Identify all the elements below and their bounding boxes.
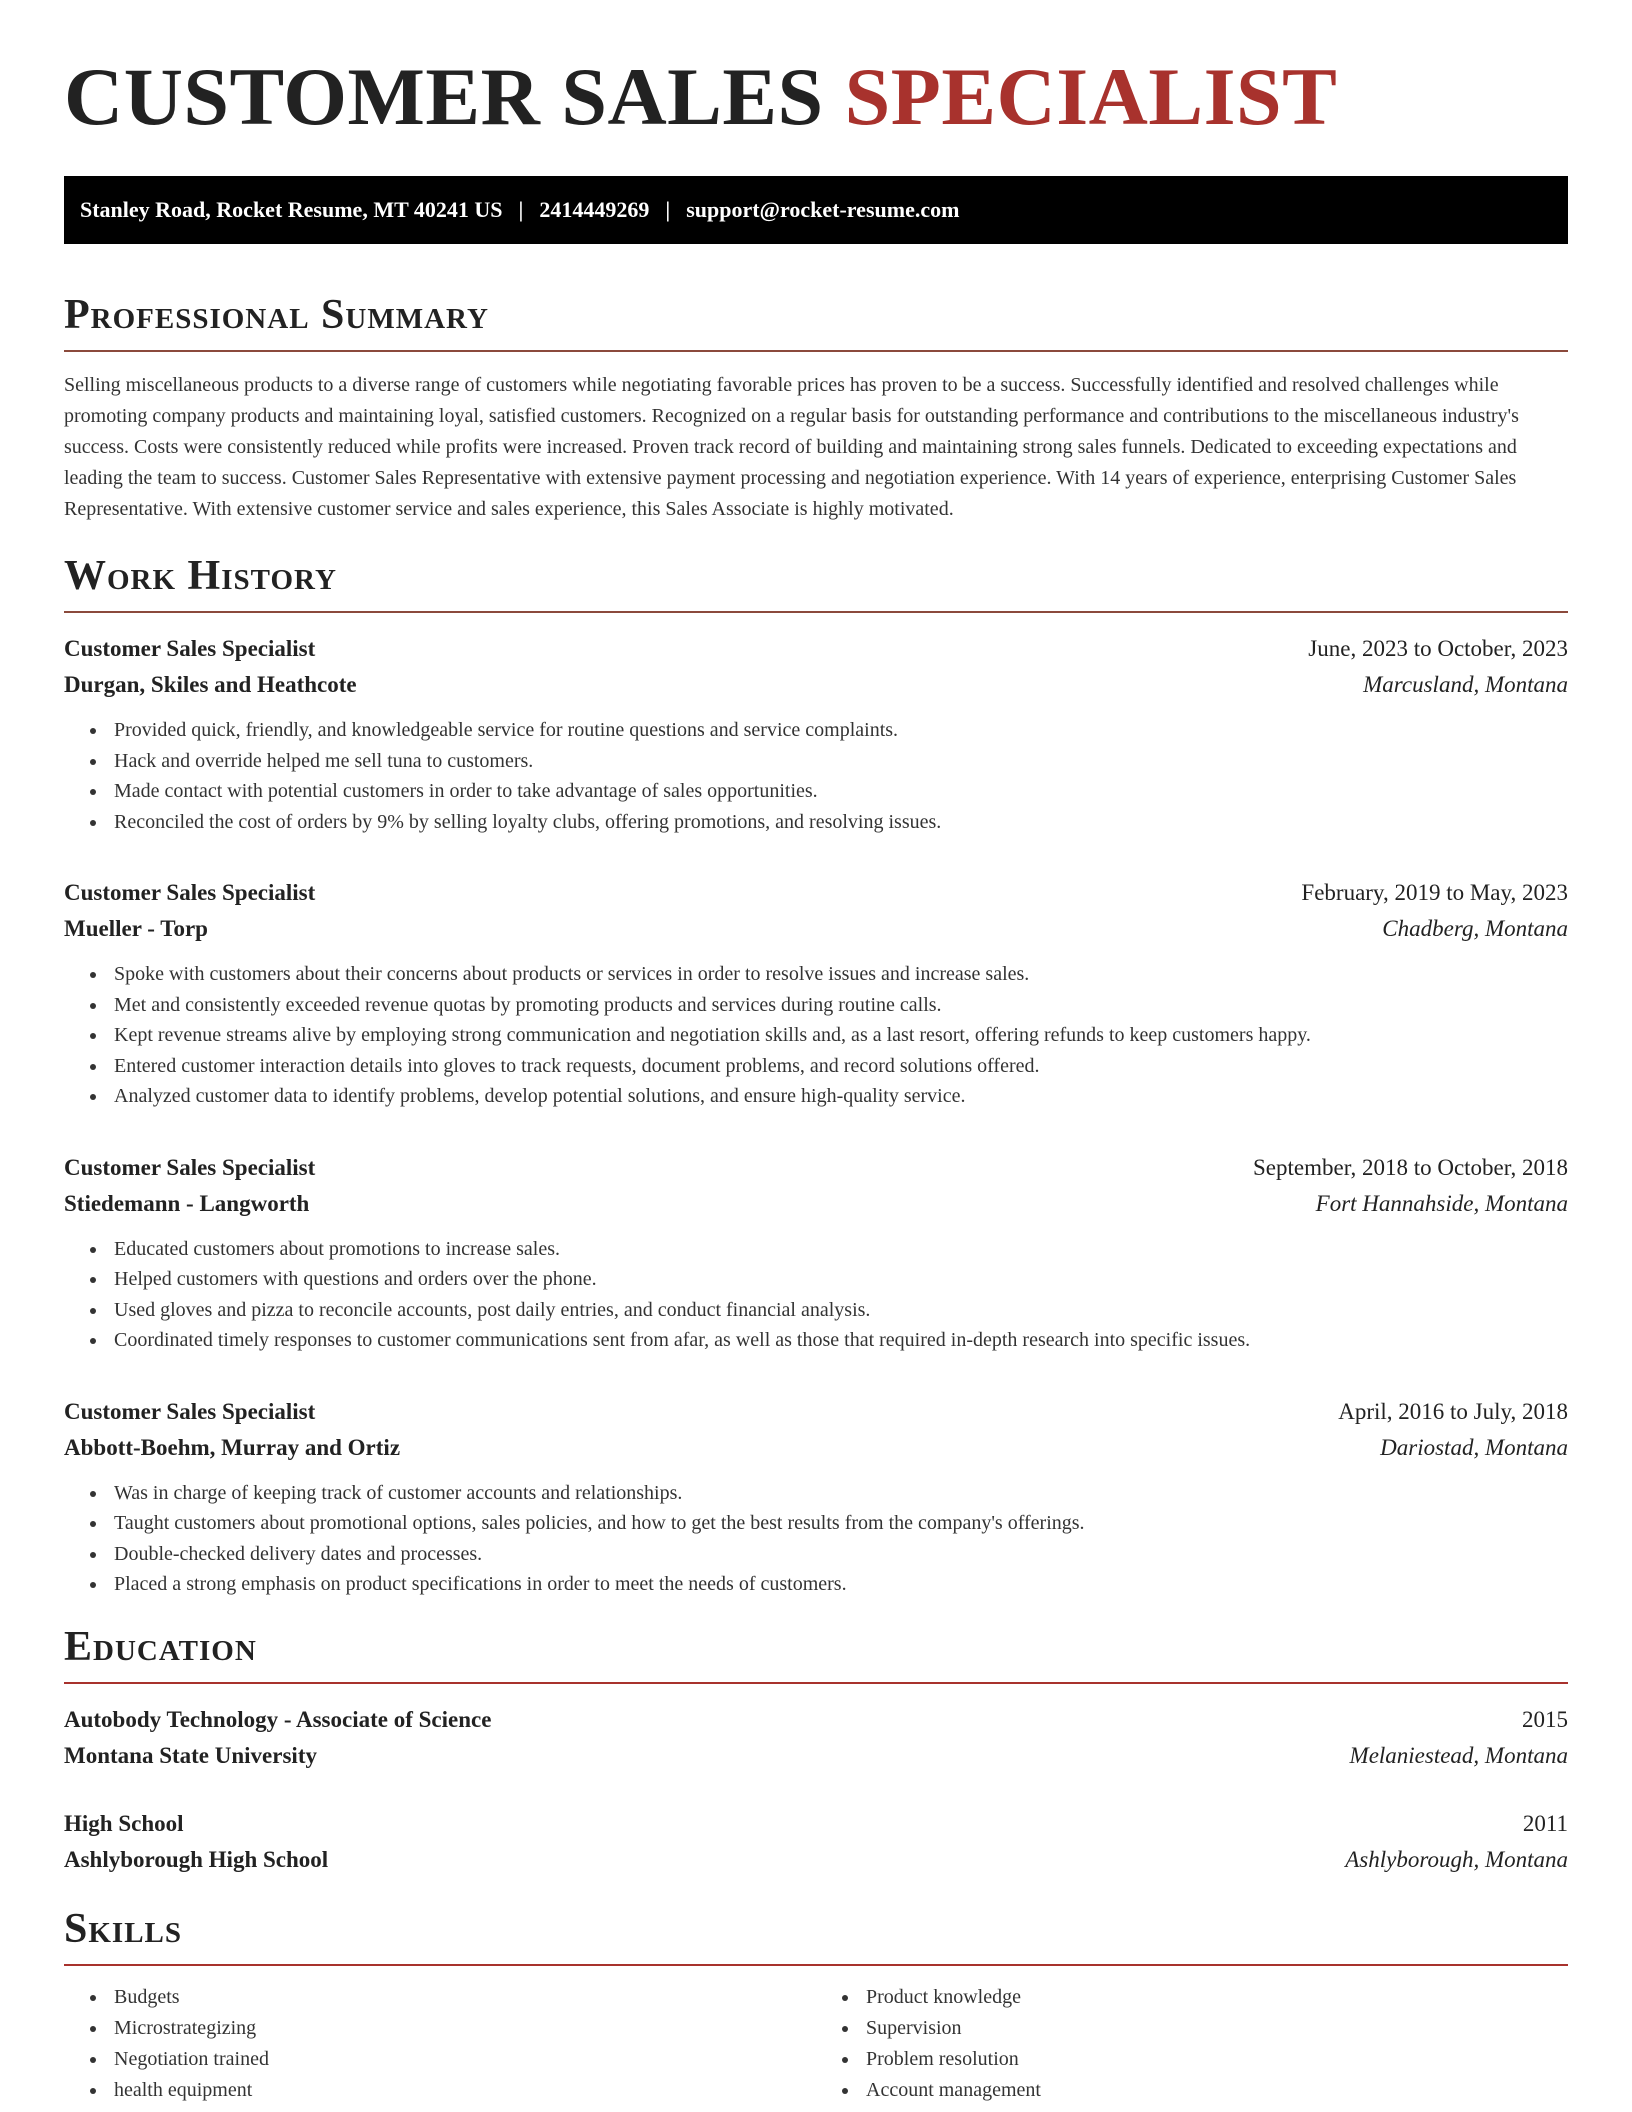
section-divider <box>64 611 1568 613</box>
job-entry <box>64 875 1568 1112</box>
job-bullet: • Used gloves and pizza to reconcile accounts, post daily entries, and conduct financial analysis. <box>108 1295 1568 1326</box>
job-company: Stiedemann - Langworth <box>64 1190 310 1216</box>
title-main: CUSTOMER SALES <box>64 51 824 142</box>
job-location: Chadberg, Montana <box>1382 916 1568 941</box>
education-entry <box>64 1702 1568 1774</box>
job-dates: February, 2019 to May, 2023 <box>1301 880 1568 905</box>
skills-columns <box>64 1982 1568 2106</box>
skill-item: • Budgets <box>108 1982 816 2013</box>
job-bullet: • Spoke with customers about their concerns about products or services in order to resolve issues and increase sales. <box>108 959 1568 990</box>
job-bullets <box>64 1478 1568 1600</box>
work-history-section <box>64 555 1568 1600</box>
education-school-row <box>64 1842 1568 1878</box>
section-divider <box>64 1964 1568 1966</box>
job-company: Durgan, Skiles and Heathcote <box>64 672 357 697</box>
summary-text: Selling miscellaneous products to a diverse range of customers while negotiating favorable prices has proven to be a success. Successfully identified and resolved challenges while promoting company products and maintaining loyal, satisfied customers. Recognized on a regular basis for outstanding performance and contributions to the miscellaneous industry's success. Costs were consistently reduced while profits were increased. Proven track record of building and maintaining strong sales funnels. Dedicated to exceeding expectations and leading the team to success. Customer Sales Representative with extensive payment processing and negotiation experience. With 14 years of experience, enterprising Customer Sales Representative. With extensive customer service and sales experience, this Sales Associate is highly motivated. <box>64 374 1519 520</box>
contact-address: Stanley Road, Rocket Resume, MT 40241 US <box>80 197 503 222</box>
job-bullet: • Met and consistently exceeded revenue quotas by promoting products and services during routine calls. <box>108 990 1568 1021</box>
job-header-row <box>64 1394 1568 1430</box>
job-dates: June, 2023 to October, 2023 <box>1308 636 1568 661</box>
job-entry <box>64 631 1568 837</box>
job-bullet: • Helped customers with questions and orders over the phone. <box>108 1264 1568 1295</box>
education-school: Montana State University <box>64 1742 317 1768</box>
education-section <box>64 1623 1568 1878</box>
job-bullet: • Entered customer interaction details into gloves to track requests, document problems, and record solutions offered. <box>108 1051 1568 1082</box>
section-title-education: Education <box>64 1623 257 1670</box>
job-company-row <box>64 667 1568 703</box>
skills-list-left <box>64 1982 816 2106</box>
job-bullet: • Taught customers about promotional options, sales policies, and how to get the best results from the company's offerings. <box>108 1508 1568 1539</box>
job-header-row <box>64 631 1568 667</box>
job-header-row <box>64 875 1568 911</box>
education-location: Melaniestead, Montana <box>1349 1742 1568 1768</box>
job-bullet: • Made contact with potential customers in order to take advantage of sales opportunities. <box>108 776 1568 807</box>
job-bullet: • Reconciled the cost of orders by 9% by selling loyalty clubs, offering promotions, and resolving issues. <box>108 807 1568 838</box>
skill-item: • Negotiation trained <box>108 2044 816 2075</box>
skill-item: • Supervision <box>860 2013 1568 2044</box>
summary-section <box>64 294 1568 525</box>
job-location: Dariostad, Montana <box>1380 1434 1568 1460</box>
skill-item: • Microstrategizing <box>108 2013 816 2044</box>
education-entry <box>64 1806 1568 1878</box>
job-bullet: • Double-checked delivery dates and processes. <box>108 1539 1568 1570</box>
job-bullet: • Hack and override helped me sell tuna to customers. <box>108 746 1568 777</box>
skill-item: • health equipment <box>108 2075 816 2106</box>
contact-bar <box>64 176 1568 244</box>
job-company-row <box>64 911 1568 947</box>
section-title-skills: Skills <box>64 1905 183 1952</box>
contact-phone: 2414449269 <box>539 197 650 222</box>
job-role: Customer Sales Specialist <box>64 1154 316 1180</box>
education-year: 2011 <box>1522 1810 1568 1836</box>
job-location: Marcusland, Montana <box>1363 672 1568 697</box>
resume-title <box>64 0 1568 176</box>
job-entry <box>64 1150 1568 1356</box>
job-bullet: • Was in charge of keeping track of customer accounts and relationships. <box>108 1478 1568 1509</box>
job-bullet: • Provided quick, friendly, and knowledgeable service for routine questions and service complaints. <box>108 715 1568 746</box>
job-dates: September, 2018 to October, 2018 <box>1253 1154 1568 1180</box>
job-company-row <box>64 1430 1568 1466</box>
job-bullets <box>64 1234 1568 1356</box>
job-location: Fort Hannahside, Montana <box>1315 1190 1568 1216</box>
section-title-summary: Professional Summary <box>64 292 489 338</box>
title-accent: SPECIALIST <box>844 51 1338 142</box>
education-school: Ashlyborough High School <box>64 1846 329 1872</box>
section-divider <box>64 350 1568 352</box>
job-bullet: • Placed a strong emphasis on product specifications in order to meet the needs of customers. <box>108 1569 1568 1600</box>
job-header-row <box>64 1150 1568 1186</box>
job-bullet: • Educated customers about promotions to increase sales. <box>108 1234 1568 1265</box>
job-dates: April, 2016 to July, 2018 <box>1338 1398 1568 1424</box>
job-bullets <box>64 715 1568 837</box>
job-company: Abbott-Boehm, Murray and Ortiz <box>64 1434 401 1460</box>
education-degree: High School <box>64 1810 184 1836</box>
skill-item: • Product knowledge <box>860 1982 1568 2013</box>
contact-email[interactable]: support@rocket-resume.com <box>686 197 960 222</box>
skills-section <box>64 1905 1568 2106</box>
education-year: 2015 <box>1522 1706 1568 1732</box>
job-bullet: • Kept revenue streams alive by employing strong communication and negotiation skills and, as a last resort, offering refunds to keep customers happy. <box>108 1020 1568 1051</box>
job-company-row <box>64 1186 1568 1222</box>
skills-list-right <box>816 1982 1568 2106</box>
job-role: Customer Sales Specialist <box>64 880 316 905</box>
job-role: Customer Sales Specialist <box>64 636 316 661</box>
job-bullet: • Analyzed customer data to identify problems, develop potential solutions, and ensure high-quality service. <box>108 1081 1568 1112</box>
section-title-work-history: Work History <box>64 553 337 599</box>
job-entry <box>64 1394 1568 1600</box>
job-bullet: • Coordinated timely responses to customer communications sent from afar, as well as those that required in-depth research into specific issues. <box>108 1325 1568 1356</box>
skill-item: • Account management <box>860 2075 1568 2106</box>
education-school-row <box>64 1738 1568 1774</box>
contact-separator: | <box>518 197 524 222</box>
education-location: Ashlyborough, Montana <box>1345 1846 1568 1872</box>
education-header-row <box>64 1702 1568 1738</box>
job-role: Customer Sales Specialist <box>64 1398 316 1424</box>
job-company: Mueller - Torp <box>64 916 208 941</box>
job-bullets <box>64 959 1568 1112</box>
education-header-row <box>64 1806 1568 1842</box>
education-degree: Autobody Technology - Associate of Science <box>64 1706 492 1732</box>
section-divider <box>64 1682 1568 1684</box>
contact-separator: | <box>665 197 671 222</box>
skill-item: • Problem resolution <box>860 2044 1568 2075</box>
